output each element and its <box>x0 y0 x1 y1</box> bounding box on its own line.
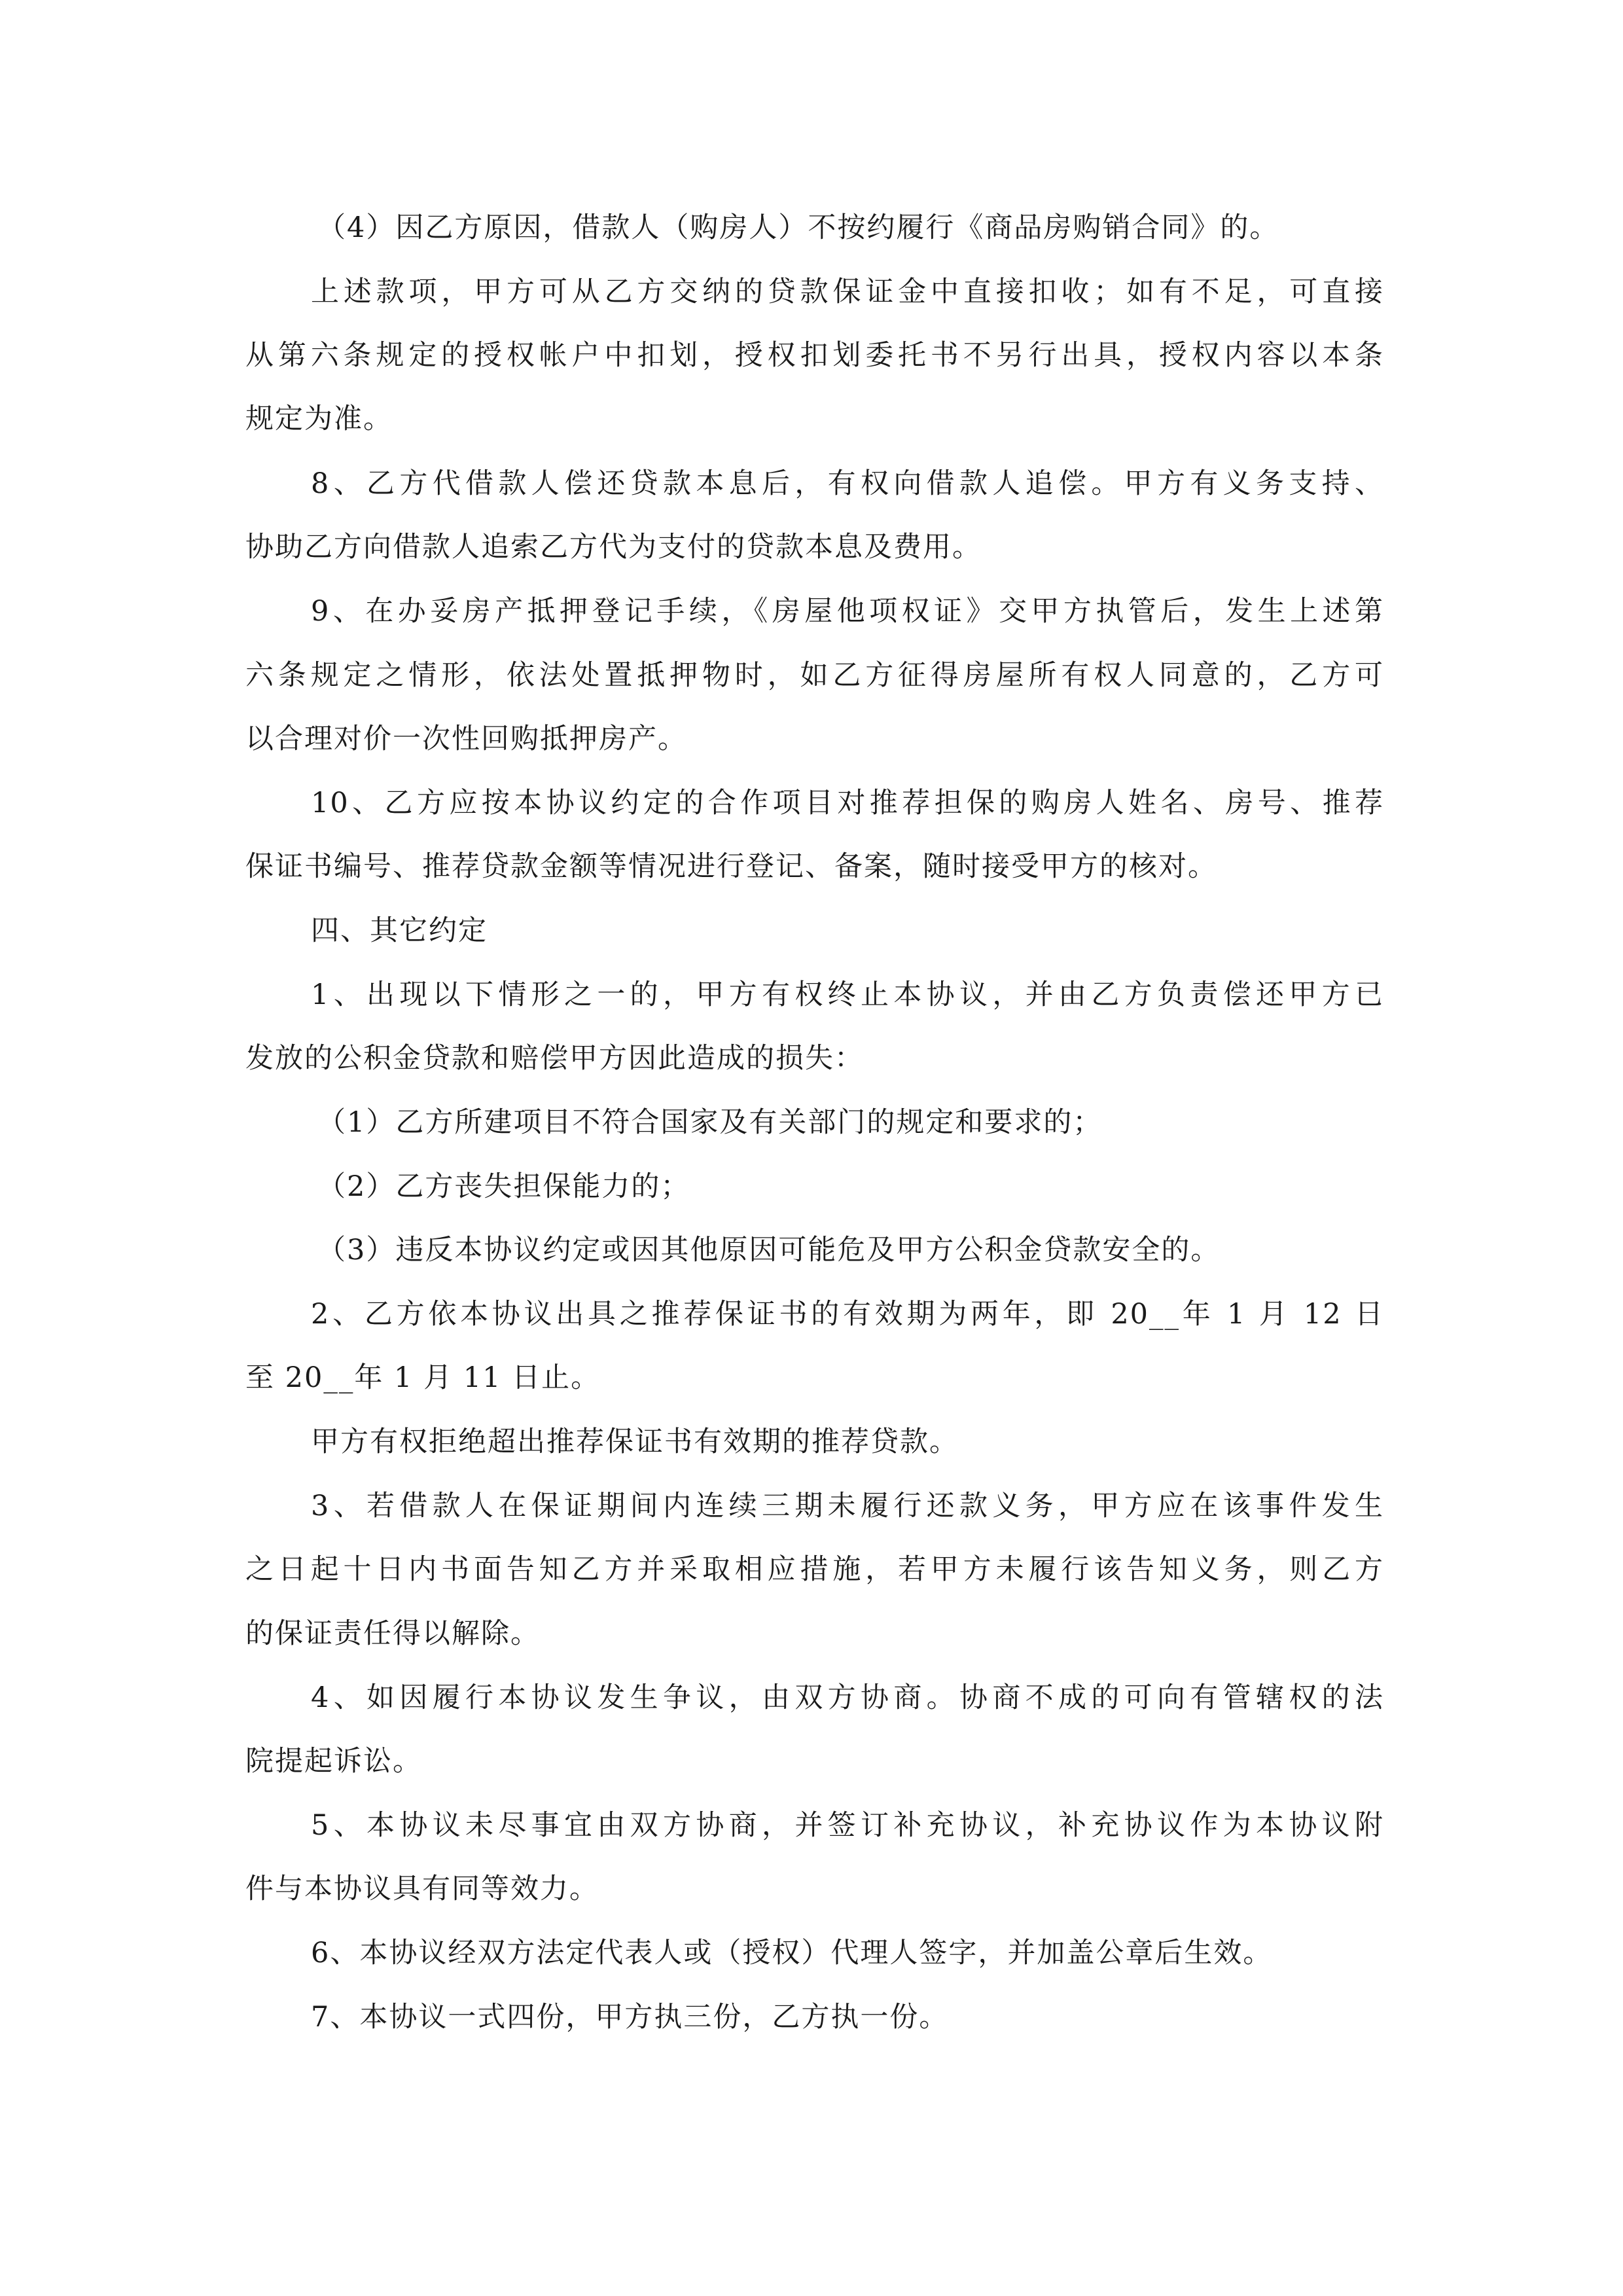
text-line: 甲方有权拒绝超出推荐保证书有效期的推荐贷款。 <box>311 1426 959 1458</box>
text-line: 上述款项，甲方可从乙方交纳的贷款保证金中直接扣收；如有不足，可直接 <box>311 276 1384 308</box>
text-line: 以合理对价一次性回购抵押房产。 <box>245 723 687 755</box>
text-line: 4、如因履行本协议发生争议，由双方协商。协商不成的可向有管辖权的法 <box>311 1681 1384 1714</box>
text-line: 8、乙方代借款人偿还贷款本息后，有权向借款人追偿。甲方有义务支持、 <box>311 467 1384 500</box>
text-line: 之日起十日内书面告知乙方并采取相应措施，若甲方未履行该告知义务，则乙方 <box>245 1553 1384 1586</box>
text-line: 发放的公积金贷款和赔偿甲方因此造成的损失： <box>245 1042 864 1075</box>
text-line: （3）违反本协议约定或因其他原因可能危及甲方公积金贷款安全的。 <box>317 1234 1221 1266</box>
text-line: 1、出现以下情形之一的，甲方有权终止本协议，并由乙方负责偿还甲方已 <box>311 978 1384 1011</box>
text-line: 保证书编号、推荐贷款金额等情况进行登记、备案，随时接受甲方的核对。 <box>245 850 1217 883</box>
text-line: 规定为准。 <box>245 403 393 435</box>
text-line: 10、乙方应按本协议约定的合作项目对推荐担保的购房人姓名、房号、推荐 <box>311 787 1384 819</box>
text-line: （2）乙方丧失担保能力的； <box>317 1170 690 1203</box>
text-line: 3、若借款人在保证期间内连续三期未履行还款义务，甲方应在该事件发生 <box>311 1490 1384 1522</box>
text-line: 6、本协议经双方法定代表人或（授权）代理人签字，并加盖公章后生效。 <box>311 1937 1273 1969</box>
text-line: 至 20__年 1 月 11 日止。 <box>245 1361 601 1394</box>
text-line: 5、本协议未尽事宜由双方协商，并签订补充协议，补充协议作为本协议附 <box>311 1809 1384 1842</box>
section-heading: 四、其它约定 <box>311 914 488 947</box>
text-line: 的保证责任得以解除。 <box>245 1617 540 1650</box>
text-line: 7、本协议一式四份，甲方执三份，乙方执一份。 <box>311 2001 949 2034</box>
text-line: 六条规定之情形，依法处置抵押物时，如乙方征得房屋所有权人同意的，乙方可 <box>245 659 1384 692</box>
text-line: 9、在办妥房产抵押登记手续，《房屋他项权证》交甲方执管后，发生上述第 <box>311 595 1384 628</box>
text-line: 从第六条规定的授权帐户中扣划，授权扣划委托书不另行出具，授权内容以本条 <box>245 339 1384 372</box>
text-line: 2、乙方依本协议出具之推荐保证书的有效期为两年，即 20__年 1 月 12 日 <box>311 1298 1384 1331</box>
text-line: 件与本协议具有同等效力。 <box>245 1873 599 1905</box>
text-line: （4）因乙方原因，借款人（购房人）不按约履行《商品房购销合同》的。 <box>317 211 1279 244</box>
text-line: （1）乙方所建项目不符合国家及有关部门的规定和要求的； <box>317 1106 1103 1139</box>
text-line: 院提起诉讼。 <box>245 1745 422 1778</box>
text-line: 协助乙方向借款人追索乙方代为支付的贷款本息及费用。 <box>245 531 982 564</box>
